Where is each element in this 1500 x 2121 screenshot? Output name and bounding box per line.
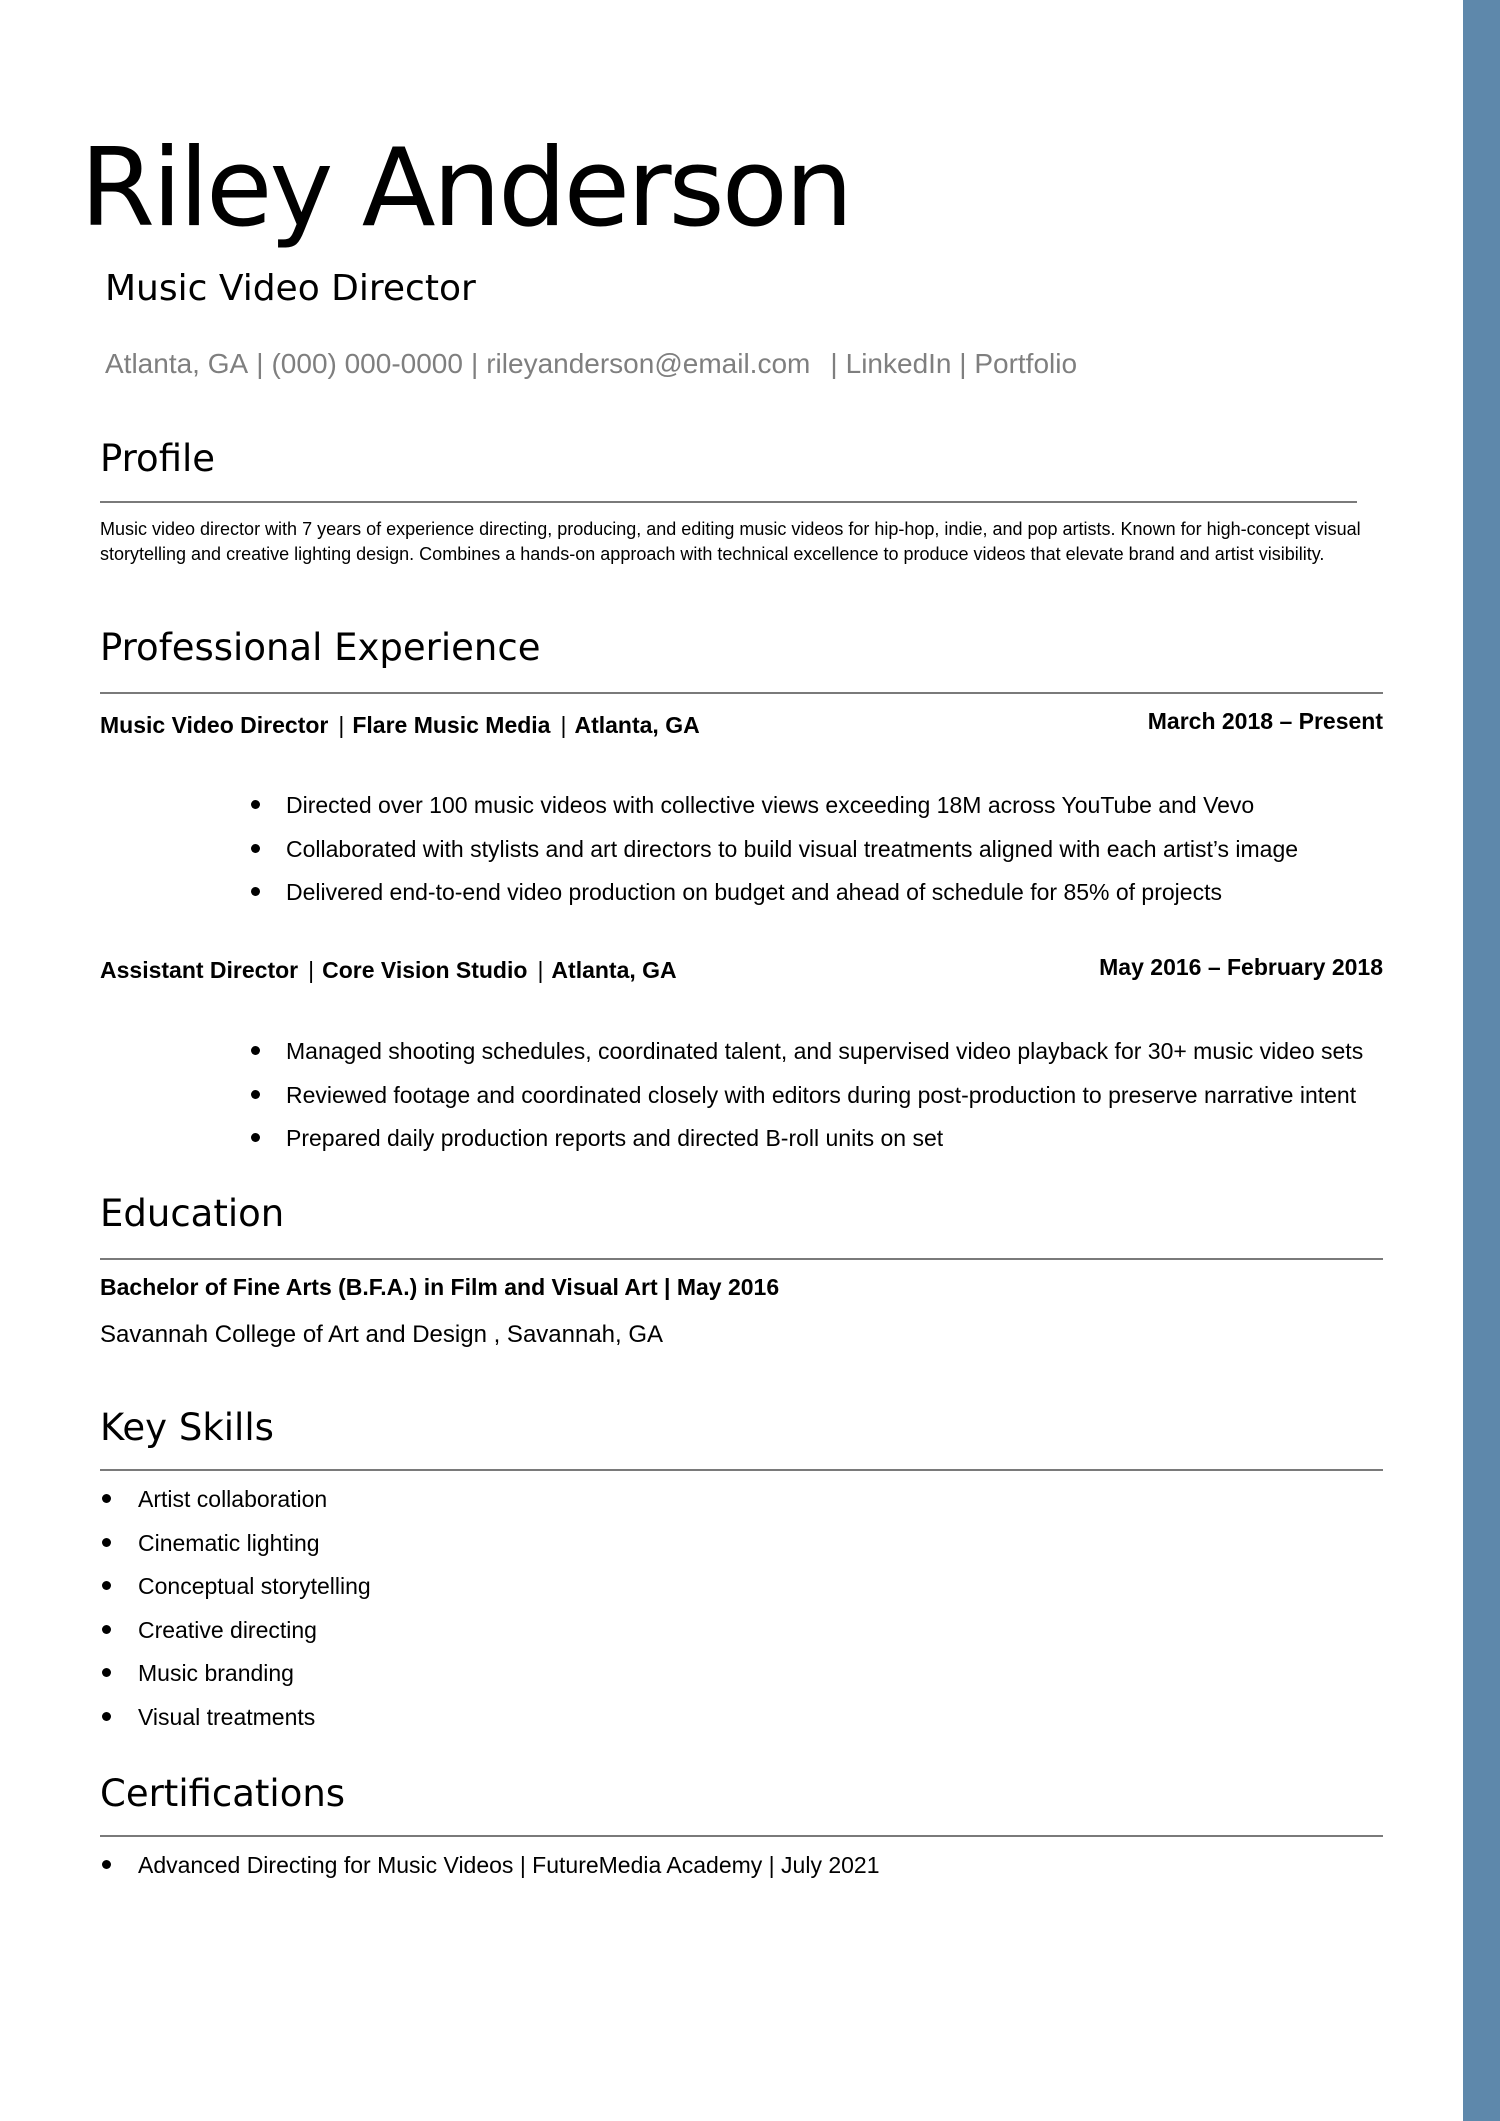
profile-heading: Profile: [100, 437, 216, 480]
education-divider: [100, 1258, 1383, 1260]
job-bullet-list: [251, 790, 1298, 921]
job-bullet-text: Reviewed footage and coordinated closely with editors during post-production to preserve narrative intent: [286, 1081, 1357, 1108]
skill-item: [102, 1615, 371, 1659]
job-header: [100, 955, 677, 985]
job-separator: |: [537, 957, 544, 983]
bullet-icon: [102, 1581, 111, 1590]
skill-item: [102, 1702, 371, 1746]
skill-item: [102, 1571, 371, 1615]
job-title: Assistant Director: [100, 957, 299, 983]
skill-text: Conceptual storytelling: [138, 1573, 371, 1599]
job-bullet: [251, 1080, 1363, 1124]
bullet-icon: [102, 1668, 111, 1677]
job-bullet-text: Delivered end-to-end video production on budget and ahead of schedule for 85% of projects: [286, 879, 1222, 905]
job-dates: May 2016 – February 2018: [1099, 954, 1383, 980]
job-bullet-text: Directed over 100 music videos with collective views exceeding 18M across YouTube and Vevo: [286, 792, 1255, 818]
experience-divider: [100, 692, 1383, 694]
job-bullet-list: [251, 1036, 1363, 1167]
job-bullet-text: Managed shooting schedules, coordinated talent, and supervised video playback for 30+ music video sets: [286, 1038, 1364, 1064]
job-separator: |: [560, 712, 567, 738]
certifications-heading: Certifications: [100, 1772, 346, 1815]
job-separator: |: [338, 712, 345, 738]
job-location: Atlanta, GA: [574, 712, 700, 738]
bullet-icon: [102, 1712, 111, 1721]
job-bullet: [251, 877, 1298, 921]
education-degree: Bachelor of Fine Arts (B.F.A.) in Film and Visual Art | May 2016: [100, 1274, 780, 1300]
profile-divider: [100, 501, 1357, 503]
experience-heading: Professional Experience: [100, 626, 541, 669]
contact-email[interactable]: rileyanderson@email.com: [486, 348, 811, 379]
job-bullet: [251, 834, 1298, 878]
contact-separator: |: [256, 348, 264, 379]
bullet-icon: [251, 887, 260, 896]
job-location: Atlanta, GA: [551, 957, 677, 983]
skills-list: [102, 1484, 371, 1745]
skill-text: Artist collaboration: [138, 1486, 328, 1512]
skill-item: [102, 1484, 371, 1528]
job-title: Music Video Director: [100, 712, 329, 738]
skill-text: Creative directing: [138, 1616, 317, 1643]
job-bullet-text: Prepared daily production reports and directed B-roll units on set: [286, 1125, 944, 1151]
bullet-icon: [102, 1494, 111, 1503]
contact-separator: |: [470, 348, 479, 379]
bullet-icon: [251, 1133, 260, 1142]
job-separator: |: [308, 957, 315, 983]
job-bullet: [251, 1123, 1363, 1167]
certifications-divider: [100, 1835, 1383, 1837]
bullet-icon: [251, 844, 260, 853]
bullet-icon: [251, 1090, 260, 1099]
contact-line: [105, 346, 1077, 382]
skill-item: [102, 1658, 371, 1702]
bullet-icon: [102, 1538, 111, 1547]
skills-divider: [100, 1469, 1383, 1471]
candidate-title: Music Video Director: [105, 268, 476, 309]
skill-text: Cinematic lighting: [138, 1529, 320, 1556]
job-company: Flare Music Media: [352, 712, 551, 738]
bullet-icon: [251, 1046, 260, 1055]
profile-summary: Music video director with 7 years of experience directing, producing, and editing music videos for hip-hop, indie, and pop artists. Known for high-concept visual storytelling and creative lighting design. Combines a hands-on approach with technical excellence to produce videos that elevate brand and artist visibility.: [100, 519, 1361, 564]
accent-side-bar: [1463, 0, 1500, 2121]
job-dates: March 2018 – Present: [1147, 708, 1383, 734]
education-heading: Education: [100, 1192, 285, 1235]
job-bullet-text: Collaborated with stylists and art directors to build visual treatments aligned with each artist’s image: [286, 835, 1299, 862]
job-bullet: [251, 790, 1298, 834]
job-header: [100, 710, 700, 740]
bullet-icon: [251, 800, 260, 809]
job-bullet: [251, 1036, 1363, 1080]
contact-phone: (000) 000-0000: [271, 348, 463, 379]
certification-item: [102, 1850, 880, 1894]
contact-separator: |: [830, 348, 838, 379]
certifications-list: [102, 1850, 880, 1894]
contact-location: Atlanta, GA: [105, 348, 249, 379]
contact-links[interactable]: LinkedIn | Portfolio: [845, 348, 1078, 379]
skill-text: Visual treatments: [138, 1703, 316, 1730]
bullet-icon: [102, 1860, 111, 1869]
bullet-icon: [102, 1625, 111, 1634]
candidate-name: Riley Anderson: [80, 126, 851, 251]
skill-item: [102, 1528, 371, 1572]
certification-text: Advanced Directing for Music Videos | FutureMedia Academy | July 2021: [138, 1852, 880, 1878]
job-company: Core Vision Studio: [322, 957, 528, 983]
education-school: Savannah College of Art and Design , Savannah, GA: [100, 1321, 664, 1348]
skill-text: Music branding: [138, 1660, 294, 1686]
skills-heading: Key Skills: [100, 1406, 274, 1449]
